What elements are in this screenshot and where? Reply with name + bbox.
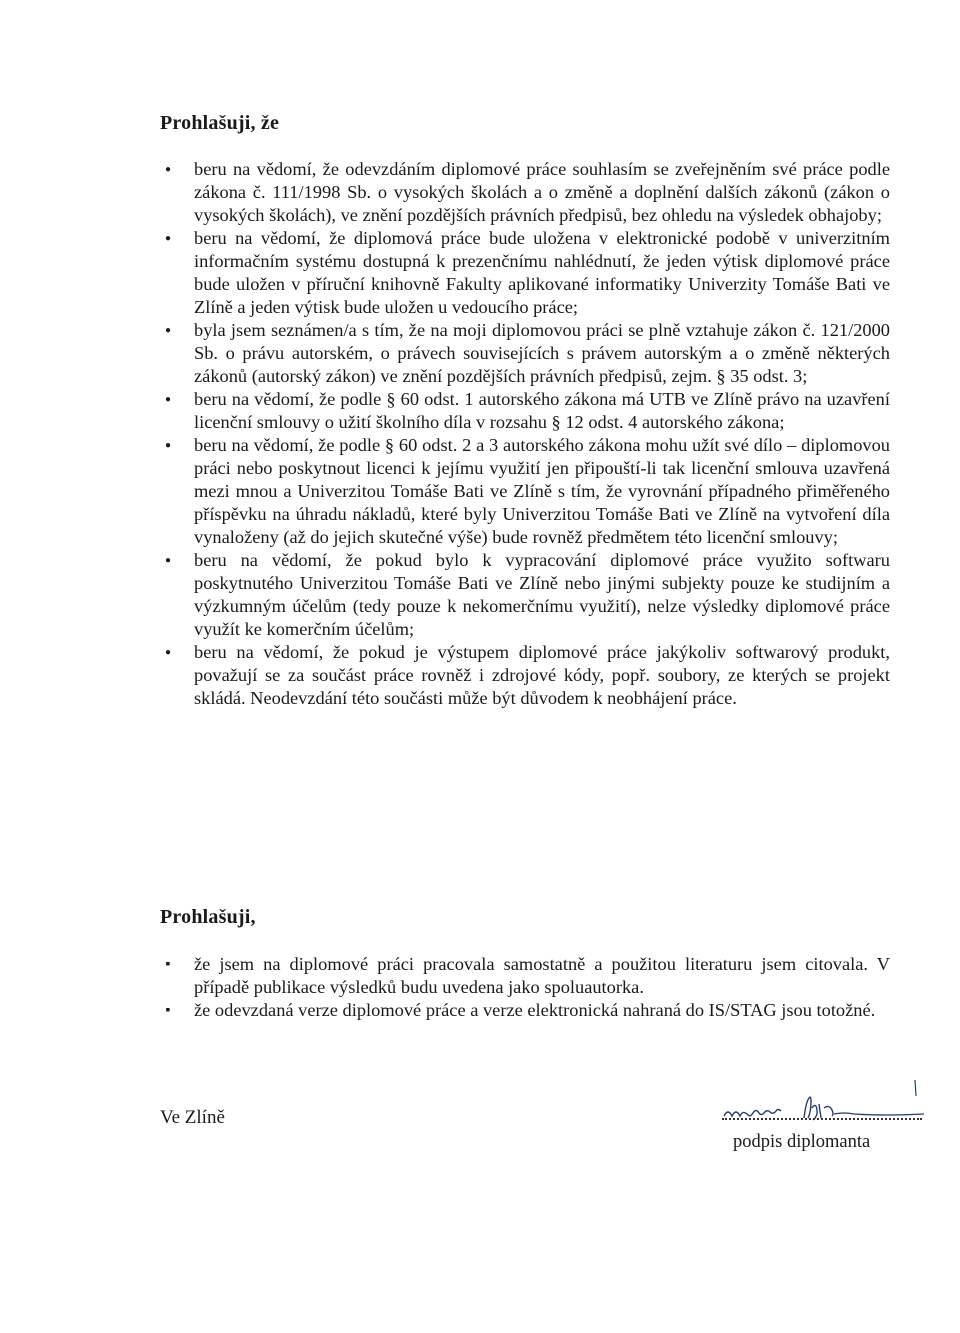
- bullet-icon: [160, 549, 176, 572]
- list-item-text: byla jsem seznámen/a s tím, že na moji diplomovou práci se plně vztahuje zákon č. 121/2000 Sb. o právu autorském, o právech souvisejících s právem autorským a o změně některých zákonů (autorský zákon) ve znění pozdějších právních předpisů, zejm. § 35 odst. 3;: [194, 320, 890, 386]
- list-item: [160, 158, 890, 227]
- list-item-text: beru na vědomí, že podle § 60 odst. 1 autorského zákona má UTB ve Zlíně právo na uzavření licenční smlouvy o užití školního díla v rozsahu § 12 odst. 4 autorského zákona;: [194, 389, 890, 432]
- section2-heading: Prohlašuji,: [160, 906, 256, 928]
- list-item: [160, 549, 890, 641]
- list-item: [160, 388, 890, 434]
- bullet-icon: [160, 388, 176, 411]
- section1-list: [160, 158, 890, 710]
- square-bullet-icon: [160, 999, 176, 1022]
- bullet-icon: [160, 227, 176, 250]
- list-item: [160, 999, 890, 1022]
- handwritten-signature: [716, 1078, 926, 1138]
- list-item-text: beru na vědomí, že pokud bylo k vypracování diplomové práce využito softwaru poskytnutého Univerzitou Tomáše Bati ve Zlíně nebo jinými subjekty pouze ke studijním a výzkumným účelům (tedy pouze k nekomerčnímu využití), nelze výsledky diplomové práce využít ke komerčním účelům;: [194, 550, 890, 639]
- list-item-text: beru na vědomí, že odevzdáním diplomové práce souhlasím se zveřejněním své práce podle zákona č. 111/1998 Sb. o vysokých školách a o změně a doplnění dalších zákonů (zákon o vysokých školách), ve znění pozdějších právních předpisů, bez ohledu na výsledek obhajoby;: [194, 159, 890, 225]
- square-bullet-icon: [160, 953, 176, 976]
- list-item-text: že jsem na diplomové práci pracovala samostatně a použitou literaturu jsem citovala. V případě publikace výsledků budu uvedena jako spoluautorka.: [194, 954, 890, 997]
- place-text: Ve Zlíně: [160, 1107, 225, 1128]
- bullet-icon: [160, 641, 176, 664]
- signature-block: [716, 1078, 926, 1158]
- list-item: [160, 319, 890, 388]
- list-item-text: že odevzdaná verze diplomové práce a verze elektronická nahraná do IS/STAG jsou totožné.: [194, 1000, 876, 1020]
- signature-label: podpis diplomanta: [733, 1132, 871, 1152]
- signature-line: [722, 1116, 922, 1120]
- list-item: [160, 953, 890, 999]
- list-item: [160, 227, 890, 319]
- list-item-text: beru na vědomí, že podle § 60 odst. 2 a 3 autorského zákona mohu užít své dílo – diplomovou práci nebo poskytnout licenci k jejímu využití jen připouští-li tak licenční smlouva uzavřená mezi mnou a Univerzitou Tomáše Bati ve Zlíně s tím, že vyrovnání případného přiměřeného příspěvku na úhradu nákladů, které byly Univerzitou Tomáše Bati ve Zlíně na vytvoření díla vynaloženy (až do jejich skutečné výše) bude rovněž předmětem této licenční smlouvy;: [194, 435, 890, 547]
- section1-heading: Prohlašuji, že: [160, 112, 280, 134]
- bullet-icon: [160, 319, 176, 342]
- bullet-icon: [160, 158, 176, 181]
- list-item-text: beru na vědomí, že diplomová práce bude uložena v elektronické podobě v univerzitním informačním systému dostupná k prezenčnímu nahlédnutí, že jeden výtisk diplomové práce bude uložen v příruční knihovně Fakulty aplikované informatiky Univerzity Tomáše Bati ve Zlíně a jeden výtisk bude uložen u vedoucího práce;: [194, 228, 890, 317]
- bullet-icon: [160, 434, 176, 457]
- list-item: [160, 641, 890, 710]
- section2-list: [160, 953, 890, 1022]
- list-item: [160, 434, 890, 549]
- list-item-text: beru na vědomí, že pokud je výstupem diplomové práce jakýkoliv softwarový produkt, považují se za součást práce rovněž i zdrojové kódy, popř. soubory, ze kterých se projekt skládá. Neodevzdání této součásti může být důvodem k neobhájení práce.: [194, 642, 890, 708]
